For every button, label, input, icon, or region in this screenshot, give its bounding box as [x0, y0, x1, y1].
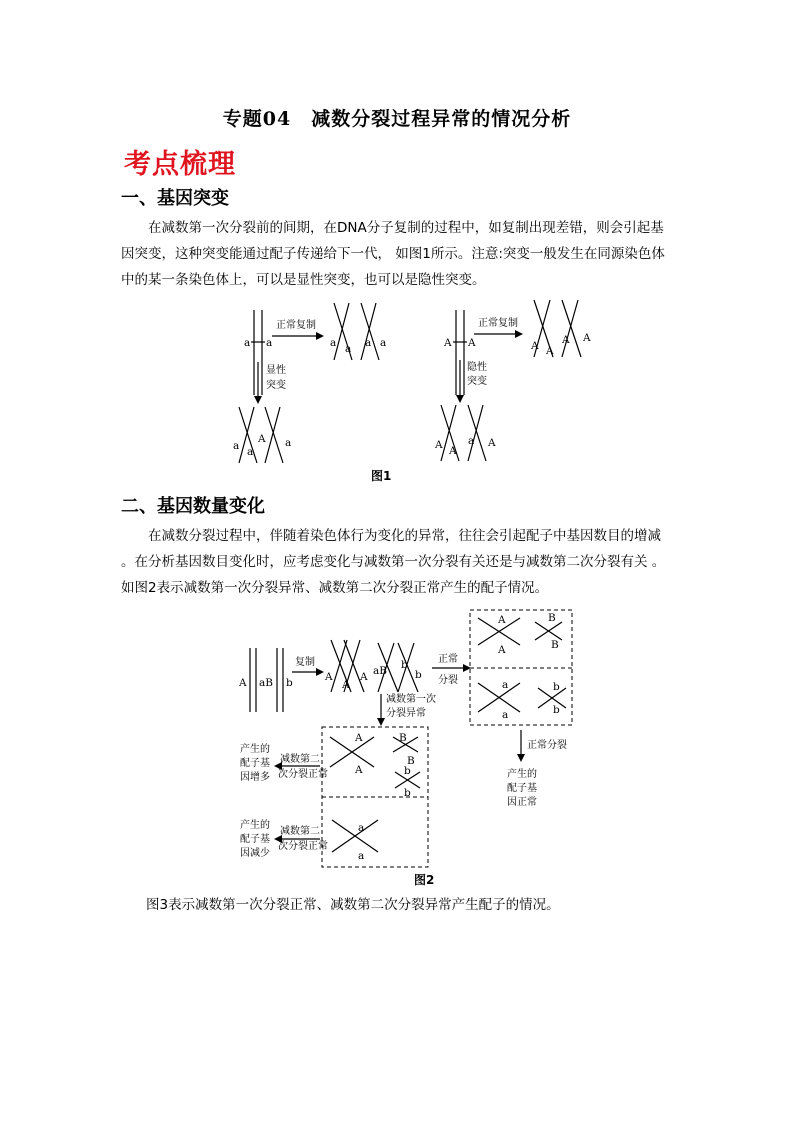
result-decrease-label: 产生的	[240, 820, 270, 831]
gene-label: B	[399, 732, 407, 744]
gene-label: A	[498, 614, 506, 626]
result-increase-label: 配子基	[240, 758, 270, 769]
gene-label: A	[449, 445, 457, 457]
gene-label: A	[444, 337, 452, 349]
result-normal-label: 配子基	[507, 783, 537, 794]
gene-label: aB	[373, 665, 387, 677]
arrow-head	[377, 718, 385, 726]
arrow-head	[254, 396, 262, 404]
result-normal-label: 产生的	[507, 769, 537, 780]
gene-label: A	[488, 437, 496, 449]
gene-label: a	[365, 337, 372, 349]
mii-normal-label: 正常分裂	[527, 740, 567, 751]
mutation-label: 隐性	[467, 362, 487, 373]
gene-label: A	[583, 332, 591, 344]
gene-label: a	[345, 343, 352, 355]
gene-label: a	[285, 437, 292, 449]
gene-label: A	[325, 671, 333, 683]
gene-label: B	[407, 755, 415, 767]
normal-label: 正常	[438, 654, 458, 665]
mii-label: 减数第二	[280, 754, 320, 765]
figure1-right	[434, 300, 591, 461]
gene-label: A	[239, 677, 247, 689]
gene-label: b	[286, 677, 293, 689]
result-decrease-label: 因减少	[240, 848, 270, 859]
mutation-label: 显性	[266, 365, 286, 376]
closing-paragraph: 图3表示减数第一次分裂正常、减数第二次分裂异常产生配子的情况。	[146, 897, 560, 913]
mutation-label: 突变	[467, 376, 487, 387]
mii-label: 次分裂正常	[278, 841, 328, 852]
gene-label: A	[546, 345, 554, 357]
gene-label: a	[502, 709, 509, 721]
figure1-left	[233, 303, 386, 463]
gene-label: A	[360, 671, 368, 683]
normal-label: 分裂	[438, 675, 458, 686]
gene-label: B	[548, 612, 556, 624]
arrow-head	[316, 332, 324, 340]
section2-heading: 二、基因数量变化	[121, 496, 265, 517]
mutation-label: 突变	[266, 380, 286, 391]
section1-paragraph: 在减数第一次分裂前的间期，在DNA分子复制的过程中，如复制出现差错，则会引起基因突变，这种突变能通过配子传递给下一代， 如图1所示。注意:突变一般发生在同源染色体中的某一条染色体上，可以是显性突变，也可以是隐性突变。	[121, 220, 665, 288]
gene-label: a	[468, 435, 475, 447]
mii-label: 减数第二	[280, 826, 320, 837]
gene-label: a	[244, 337, 251, 349]
gene-label: b	[553, 704, 560, 716]
arrow-head	[316, 668, 324, 676]
gene-label: A	[258, 433, 266, 445]
gene-label: A	[562, 334, 570, 346]
figure2	[238, 610, 572, 887]
gene-label: A	[531, 340, 539, 352]
figure2-caption: 图2	[414, 873, 435, 887]
gene-label: b	[404, 765, 411, 777]
figure1-caption: 图1	[371, 469, 392, 483]
gene-label: b	[401, 659, 408, 671]
result-increase-label: 产生的	[240, 744, 270, 755]
section1-heading: 一、基因突变	[121, 188, 229, 209]
gene-label: aB	[259, 677, 273, 689]
arrow-head	[515, 330, 523, 338]
gene-label: a	[358, 850, 365, 862]
arrow-label: 正常复制	[276, 320, 316, 331]
result-decrease-label: 配子基	[240, 834, 270, 845]
gene-label: a	[502, 679, 509, 691]
gene-label: B	[551, 639, 559, 651]
gene-label: a	[266, 337, 273, 349]
gene-label: b	[553, 681, 560, 693]
gene-label: A	[498, 644, 506, 656]
gene-label: A	[342, 679, 350, 691]
page-title: 专题04 减数分裂过程异常的情况分析	[222, 108, 572, 130]
abnormal-label: 减数第一次	[386, 694, 436, 705]
copy-label: 复制	[295, 657, 315, 668]
arrow-head	[456, 395, 464, 403]
gene-label: A	[468, 337, 476, 349]
gene-label: A	[355, 764, 363, 776]
gene-label: a	[330, 337, 337, 349]
abnormal-label: 分裂异常	[386, 708, 426, 719]
gene-label: A	[355, 732, 363, 744]
arrow-label: 正常复制	[478, 318, 518, 329]
gene-label: a	[358, 822, 365, 834]
section-banner: 考点梳理	[124, 149, 236, 180]
arrow-head	[517, 754, 525, 762]
result-increase-label: 因增多	[240, 772, 270, 783]
gene-label: A	[435, 439, 443, 451]
gene-label: b	[404, 787, 411, 799]
mii-label: 次分裂正常	[278, 769, 328, 780]
section2-paragraph: 在减数分裂过程中，伴随着染色体行为变化的异常，往往会引起配子中基因数目的增减 。在分析基因数目变化时，应考虑变化与减数第一次分裂有关还是与减数第二次分裂有关 。如图2表示减数第一次分裂异常、减数第二次分裂正常产生的配子情况。	[121, 528, 666, 596]
gene-label: a	[233, 440, 240, 452]
gene-label: b	[415, 669, 422, 681]
result-normal-label: 因正常	[507, 797, 537, 808]
gene-label: a	[247, 446, 254, 458]
gene-label: a	[380, 337, 387, 349]
